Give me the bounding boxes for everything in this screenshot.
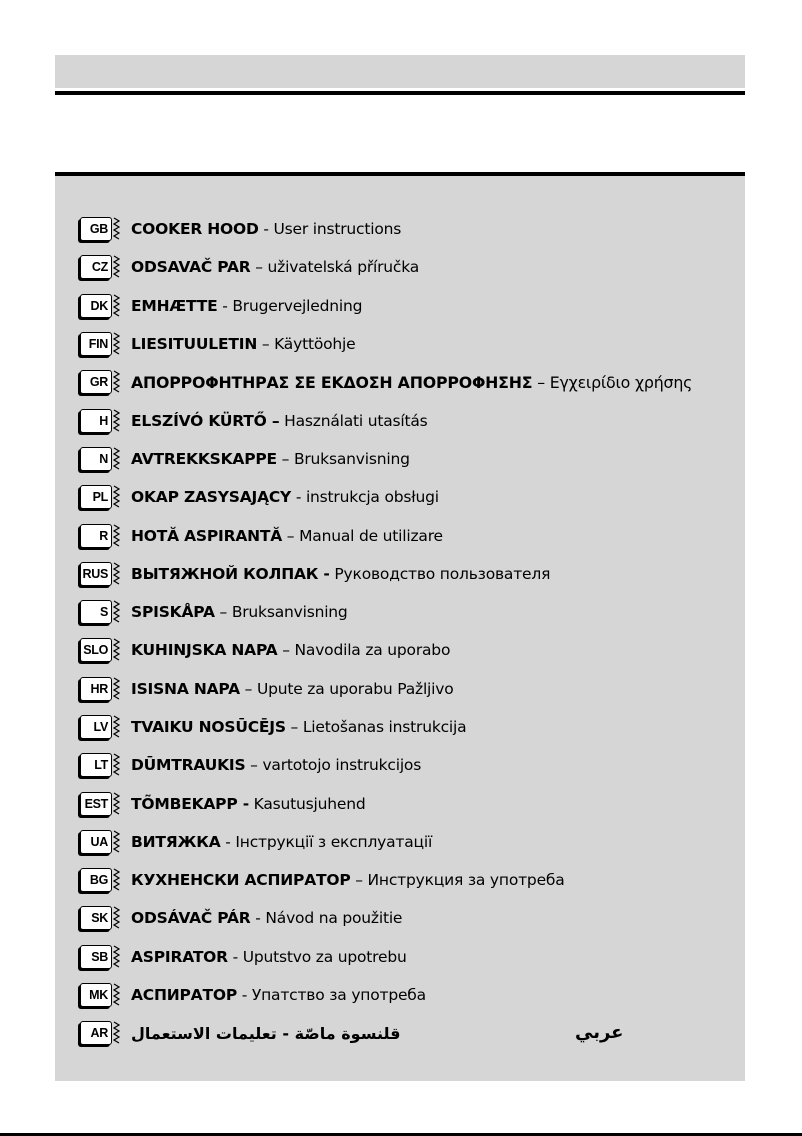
language-title [131, 871, 565, 889]
language-code: DK [90, 298, 108, 313]
language-code: LT [94, 758, 108, 773]
instructions-label: Brugervejledning [232, 296, 363, 315]
title-separator: - [291, 488, 306, 507]
language-code-badge [80, 332, 112, 356]
language-title [131, 488, 439, 506]
language-title [131, 335, 355, 353]
language-code: PL [92, 490, 108, 505]
title-separator: – [350, 871, 368, 890]
language-code-badge [80, 983, 112, 1007]
language-code-badge [80, 753, 112, 777]
instructions-label: Upute za uporabu Pažljivo [256, 679, 454, 698]
language-entry-rus [80, 555, 740, 593]
language-code: UA [90, 834, 108, 849]
instructions-label: Manual de utilizare [299, 526, 443, 545]
zigzag-separator-icon [113, 409, 123, 433]
instructions-label: Lietošanas instrukcija [302, 718, 467, 736]
title-separator: – [250, 258, 268, 277]
product-name: HOTĂ ASPIRANTĂ [131, 526, 283, 545]
language-code: N [99, 451, 108, 466]
language-title [131, 795, 366, 813]
product-name: ΑΠΟΡΡΟΦΗΤΗΡΑΣ ΣΕ ΕΚΔΟΣΗ ΑΠΟΡΡΟΦΗΣΗΣ [131, 372, 533, 392]
zigzag-separator-icon [113, 447, 123, 471]
instructions-label: Kasutusjuhend [253, 794, 366, 813]
language-code-badge [80, 792, 112, 816]
language-entry-gr [80, 363, 740, 401]
product-name: OKAP ZASYSAJĄCY [131, 488, 292, 507]
language-code: MK [89, 988, 108, 1003]
language-code: EST [84, 796, 108, 811]
zigzag-separator-icon [113, 524, 123, 548]
zigzag-separator-icon [113, 562, 123, 586]
product-name: АСПИРАТОР [131, 986, 237, 1005]
zigzag-separator-icon [113, 217, 123, 241]
instructions-label: User instructions [273, 220, 402, 239]
product-name: ODSAVAČ PAR [131, 258, 251, 277]
language-list [80, 210, 740, 1053]
title-separator: – [257, 335, 275, 354]
language-entry-r [80, 516, 740, 554]
language-entry-hr [80, 670, 740, 708]
language-title [131, 412, 428, 430]
language-title [131, 641, 450, 659]
language-code: GB [89, 222, 108, 237]
zigzag-separator-icon [113, 677, 123, 701]
product-name: KUHINJSKA NAPA [131, 641, 278, 660]
language-code-badge [80, 600, 112, 624]
language-title [131, 258, 419, 276]
zigzag-separator-icon [113, 370, 123, 394]
zigzag-separator-icon [113, 485, 123, 509]
language-code: AR [90, 1026, 108, 1041]
language-title [131, 718, 466, 736]
language-entry-lv [80, 708, 740, 746]
instructions-label: vartotojo instrukcijos [262, 756, 422, 775]
language-title [131, 948, 407, 966]
zigzag-separator-icon [113, 332, 123, 356]
language-title [131, 680, 454, 698]
language-entry-ar [80, 1014, 740, 1052]
language-title [131, 756, 421, 774]
language-code-badge [80, 945, 112, 969]
language-entry-bg [80, 861, 740, 899]
instructions-label: Инструкция за употреба [367, 871, 565, 890]
instructions-label: Руководство пользователя [334, 564, 551, 583]
product-name: ВЫТЯЖНОЙ КОЛПАК - [131, 564, 330, 583]
language-code: S [99, 605, 108, 620]
language-entry-ua [80, 823, 740, 861]
title-separator: - [220, 832, 236, 851]
language-code-badge [80, 217, 112, 241]
zigzag-separator-icon [113, 255, 123, 279]
product-name: EMHÆTTE [131, 296, 218, 315]
zigzag-separator-icon [113, 715, 123, 739]
product-name: TVAIKU NOSŪCĒJS [131, 718, 286, 736]
title-separator: – [277, 641, 295, 660]
language-code-badge [80, 677, 112, 701]
instructions-label: Käyttöohje [274, 335, 356, 354]
product-name: ASPIRATOR [131, 947, 228, 966]
title-separator: - [250, 909, 266, 928]
title-separator: - [217, 296, 233, 315]
language-title [131, 373, 692, 392]
language-code: FIN [88, 337, 108, 352]
zigzag-separator-icon [113, 868, 123, 892]
title-separator: – [285, 718, 303, 736]
title-separator: – [532, 372, 550, 392]
zigzag-separator-icon [113, 600, 123, 624]
language-code-badge [80, 294, 112, 318]
language-code-badge [80, 830, 112, 854]
title-separator: – [239, 679, 257, 698]
title-separator: – [276, 449, 294, 468]
arabic-language-label: عربي [575, 1022, 624, 1044]
language-title [131, 297, 362, 315]
language-title [131, 450, 410, 468]
instructions-label: Uputstvo za upotrebu [242, 947, 407, 966]
instructions-label: Εγχειρίδιο χρήσης [549, 372, 693, 392]
zigzag-separator-icon [113, 294, 123, 318]
language-entry-est [80, 784, 740, 822]
product-name: AVTREKKSKAPPE [131, 449, 277, 468]
language-entry-lt [80, 746, 740, 784]
language-code: RUS [82, 566, 108, 581]
language-code: GR [89, 375, 108, 390]
language-code-badge [80, 1021, 112, 1045]
language-code: SLO [83, 643, 108, 658]
language-code-badge [80, 715, 112, 739]
language-code-badge [80, 409, 112, 433]
title-separator: – [214, 603, 232, 622]
product-name: LIESITUULETIN [131, 335, 258, 354]
language-code: BG [89, 873, 108, 888]
language-code: SB [91, 949, 108, 964]
instructions-label: Návod na použitie [265, 909, 403, 928]
language-code: R [99, 528, 108, 543]
language-code: LV [93, 720, 108, 734]
instructions-label: Упатство за употреба [251, 986, 426, 1005]
language-entry-n [80, 440, 740, 478]
product-name: ISISNA NAPA [131, 679, 240, 698]
zigzag-separator-icon [113, 638, 123, 662]
language-entry-pl [80, 478, 740, 516]
instructions-label: Bruksanvisning [293, 449, 410, 468]
language-code: H [99, 413, 108, 428]
header-rule-top [55, 91, 745, 95]
instructions-label: Інструкції з експлуатації [235, 832, 433, 851]
language-code: HR [90, 681, 108, 696]
language-title [131, 220, 401, 238]
instructions-label: Navodila za uporabo [294, 641, 451, 660]
language-code-badge [80, 638, 112, 662]
language-entry-s [80, 593, 740, 631]
zigzag-separator-icon [113, 792, 123, 816]
language-title [131, 833, 432, 851]
language-entry-mk [80, 976, 740, 1014]
language-title [131, 565, 550, 583]
language-entry-cz [80, 248, 740, 286]
product-name: DŪMTRAUKIS [131, 756, 246, 775]
language-code-badge [80, 447, 112, 471]
language-entry-sb [80, 938, 740, 976]
title-separator: - [258, 220, 274, 239]
zigzag-separator-icon [113, 983, 123, 1007]
language-code: CZ [91, 260, 108, 275]
language-code: SK [91, 911, 108, 926]
language-title [131, 603, 348, 621]
language-entry-sk [80, 899, 740, 937]
language-code-badge [80, 562, 112, 586]
product-name: ELSZÍVÓ KÜRTŐ – [131, 411, 280, 430]
language-title [131, 986, 426, 1004]
product-name: ВИТЯЖКА [131, 832, 221, 851]
language-entry-gb [80, 210, 740, 248]
product-name: SPISKÅPA [131, 603, 215, 622]
title-separator: - [236, 986, 252, 1005]
title-separator: - [227, 947, 243, 966]
zigzag-separator-icon [113, 906, 123, 930]
zigzag-separator-icon [113, 753, 123, 777]
product-name: КУХНЕНСКИ АСПИРАТОР [131, 871, 351, 890]
header-gray-band [55, 55, 745, 88]
instructions-label: Használati utasítás [284, 411, 428, 430]
zigzag-separator-icon [113, 830, 123, 854]
language-code-badge [80, 255, 112, 279]
product-name: ODSÁVAČ PÁR [131, 909, 251, 928]
language-entry-fin [80, 325, 740, 363]
instructions-label: instrukcja obsługi [305, 488, 439, 507]
language-title [131, 909, 402, 927]
instructions-label: Bruksanvisning [231, 603, 348, 622]
language-entry-slo [80, 631, 740, 669]
language-code-badge [80, 485, 112, 509]
language-code-badge [80, 524, 112, 548]
instructions-label: uživatelská příručka [267, 258, 420, 277]
zigzag-separator-icon [113, 945, 123, 969]
title-separator: – [282, 526, 300, 545]
language-entry-h [80, 401, 740, 439]
product-name: TÕMBEKAPP - [131, 794, 249, 813]
product-name: COOKER HOOD [131, 220, 259, 239]
language-code-badge [80, 370, 112, 394]
language-entry-dk [80, 287, 740, 325]
language-code-badge [80, 868, 112, 892]
arabic-title: قلنسوة ماصّة - تعليمات الاستعمال [131, 1023, 401, 1043]
zigzag-separator-icon [113, 1021, 123, 1045]
language-title [131, 527, 443, 545]
title-separator: – [245, 756, 263, 775]
language-code-badge [80, 906, 112, 930]
